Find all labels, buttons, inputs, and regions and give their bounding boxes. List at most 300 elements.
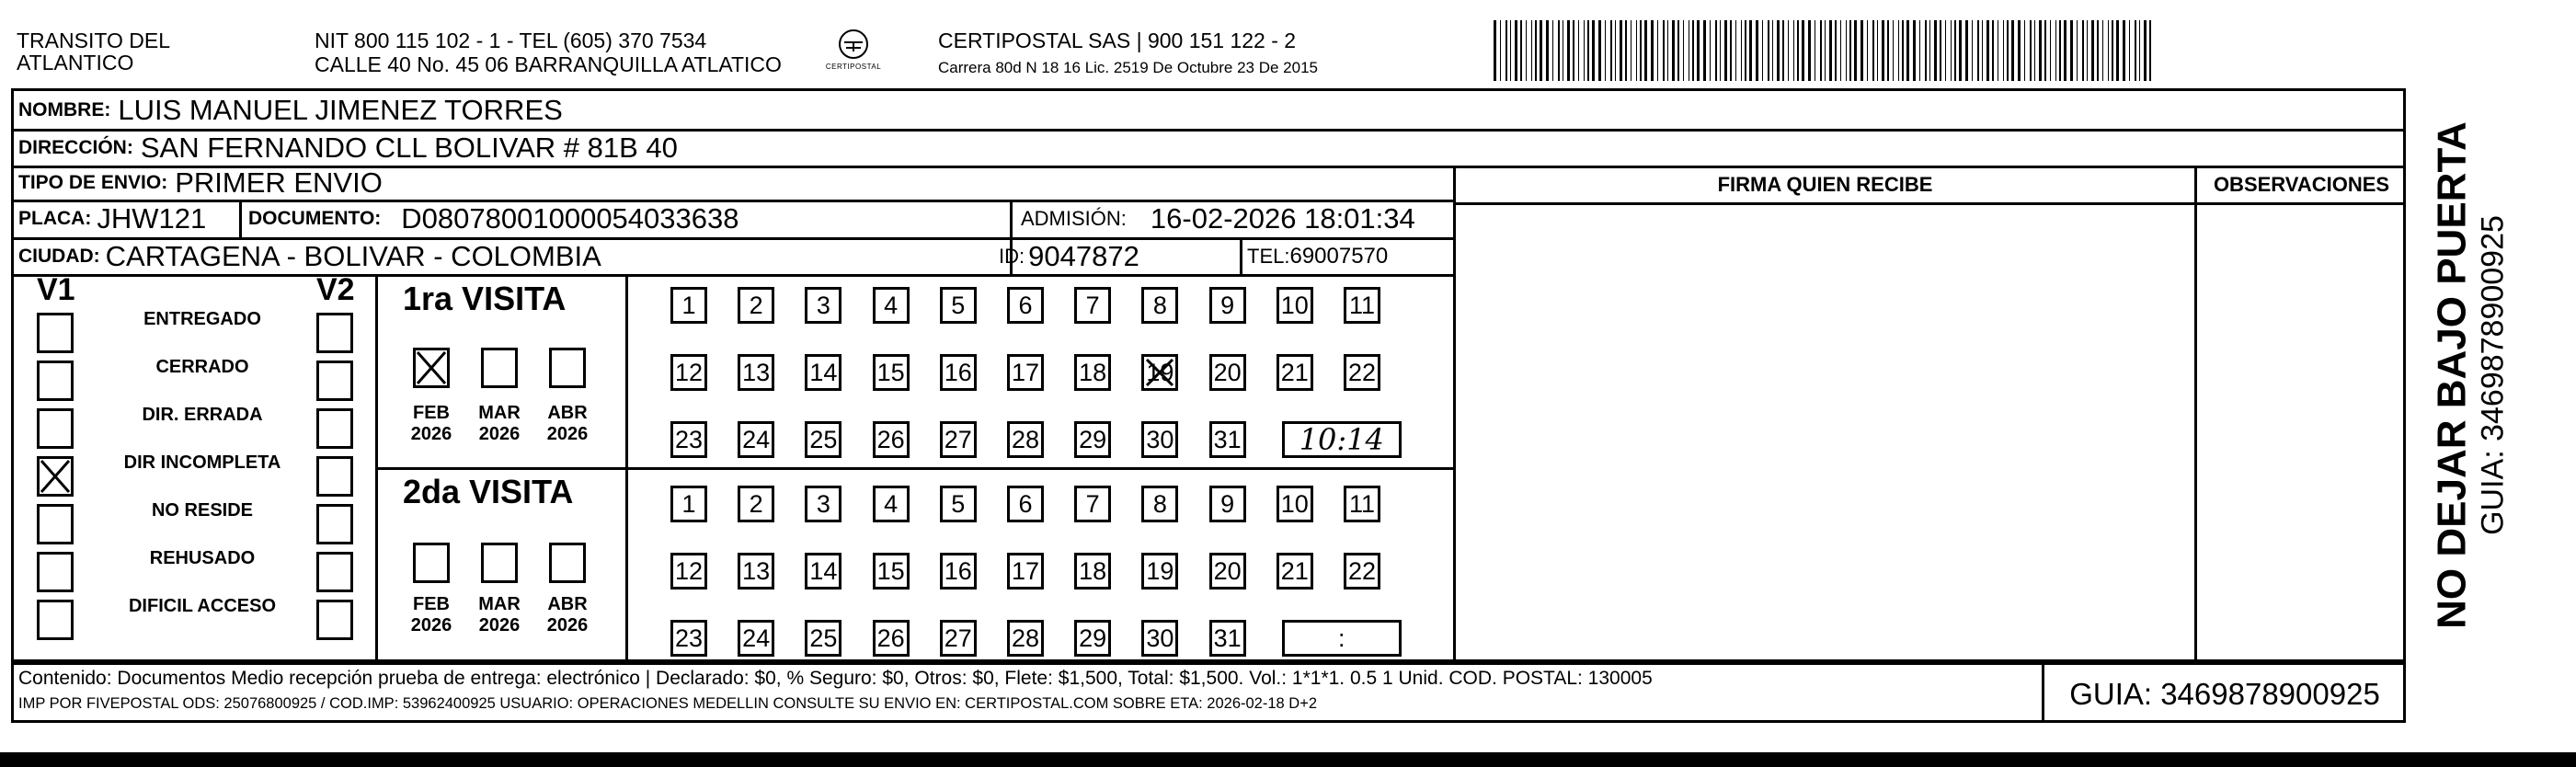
barcode-bar (1715, 20, 1717, 81)
barcode-bar (2144, 20, 2147, 81)
barcode-bar (2091, 20, 2094, 81)
barcode-bar (1768, 20, 1769, 81)
v2-checkbox[interactable] (316, 600, 353, 640)
tipo-label: TIPO DE ENVIO: (18, 172, 168, 193)
barcode-bar (1849, 20, 1851, 81)
visit2-title: 2da VISITA (403, 473, 574, 510)
visit2-day-box[interactable] (738, 553, 774, 590)
barcode-bar (1913, 20, 1916, 81)
barcode-bar (1683, 20, 1684, 81)
visit1-day-box[interactable] (805, 421, 841, 458)
no-dejar-warning: NO DEJAR BAJO PUERTA (2429, 121, 2475, 629)
barcode-bar (1854, 20, 1857, 81)
divider (11, 274, 1455, 277)
barcode-bar (1940, 20, 1941, 81)
visit1-day-box[interactable] (1344, 354, 1380, 391)
barcode-bar (1959, 20, 1962, 81)
visit1-time-box[interactable] (1282, 421, 1402, 458)
barcode-bar (2044, 20, 2046, 81)
day-number: 17 (1011, 358, 1040, 386)
license-line: Carrera 80d N 18 16 Lic. 2519 De Octubre 23 De 2015 (938, 59, 1318, 76)
v2-checkbox[interactable] (316, 408, 353, 449)
barcode-bar (1644, 20, 1647, 81)
visit1-day-box[interactable] (940, 421, 977, 458)
barcode-bar (2149, 20, 2151, 81)
check-mark-icon (1144, 357, 1175, 388)
barcode-bar (1697, 20, 1700, 81)
day-number: 7 (1085, 291, 1100, 319)
v2-checkbox[interactable] (316, 313, 353, 353)
visit1-day-box[interactable] (1209, 287, 1246, 324)
day-number: 29 (1079, 425, 1107, 453)
visit1-month-checkbox[interactable] (413, 348, 450, 388)
footer-guia: GUIA: 3469878900925 (2069, 677, 2380, 711)
day-number: 28 (1011, 624, 1040, 652)
barcode-bar (2059, 20, 2061, 81)
visit2-day-box[interactable] (1007, 553, 1044, 590)
visit2-day-box[interactable] (1074, 620, 1111, 657)
barcode-bar (2055, 20, 2056, 81)
visit1-day-box[interactable] (940, 354, 977, 391)
day-number: 4 (884, 291, 899, 319)
visit2-day-box[interactable] (805, 553, 841, 590)
nit-line: NIT 800 115 102 - 1 - TEL (605) 370 7534 (315, 29, 707, 52)
barcode-bar (2030, 20, 2032, 81)
barcode-bar (1777, 20, 1780, 81)
barcode-bar (1657, 20, 1658, 81)
visit1-month-checkbox[interactable] (481, 348, 518, 388)
footer-line2: IMP POR FIVEPOSTAL ODS: 25076800925 / COD.IMP: 53962400925 USUARIO: OPERACIONES MEDELLIN CONSULTE SU ENVIO EN: CERTIPOSTAL.COM SOBRE ETA: 2026-02-18 D+2 (18, 695, 1318, 712)
barcode-bar (1546, 20, 1549, 81)
day-number: 21 (1280, 358, 1309, 386)
visit1-day-box[interactable] (1074, 354, 1111, 391)
logo-text: CERTIPOSTAL (825, 63, 882, 71)
v2-checkbox[interactable] (316, 552, 353, 592)
barcode-bar (1977, 20, 1979, 81)
day-number: 10 (1280, 489, 1309, 518)
visit2-day-box[interactable] (873, 553, 910, 590)
ciudad-row (18, 238, 601, 275)
visit1-day-box[interactable] (1141, 287, 1178, 324)
barcode-bar (1651, 20, 1654, 81)
visit2-time-value: : (1338, 624, 1345, 652)
day-number: 25 (809, 425, 838, 453)
day-number: 22 (1347, 358, 1377, 386)
day-number: 3 (816, 291, 830, 319)
day-number: 6 (1018, 489, 1033, 518)
day-number: 31 (1213, 425, 1242, 453)
barcode-bar (1610, 20, 1612, 81)
visit2-day-box[interactable] (940, 486, 977, 522)
barcode-bar (2018, 20, 2021, 81)
barcode-bar (1578, 20, 1579, 81)
day-number: 18 (1079, 556, 1107, 585)
id-value: 9047872 (1028, 240, 1139, 272)
visit1-day-box[interactable] (1074, 421, 1111, 458)
barcode-bar (1558, 20, 1560, 81)
barcode-bar (1835, 20, 1837, 81)
visit1-day-box[interactable] (670, 287, 707, 324)
barcode-bar (1552, 20, 1553, 81)
day-number: 10 (1280, 291, 1309, 319)
v2-header: V2 (316, 272, 355, 307)
visit2-day-box[interactable] (1141, 620, 1178, 657)
admision-row (1021, 200, 1415, 237)
v1-checkbox[interactable] (37, 313, 74, 353)
barcode-bar (2082, 20, 2084, 81)
divider (239, 200, 242, 237)
barcode-bar (2097, 20, 2099, 81)
v2-checkbox[interactable] (316, 361, 353, 401)
v1-checkbox[interactable] (37, 408, 74, 449)
barcode-bar (1500, 20, 1501, 81)
visit1-day-box[interactable] (940, 287, 977, 324)
barcode-bar (1710, 20, 1711, 81)
barcode-bar (2112, 20, 2113, 81)
visit1-day-box[interactable] (1141, 354, 1178, 391)
visit1-time-value: 10:14 (1299, 422, 1384, 457)
documento-row (248, 200, 738, 237)
carrier-line: CERTIPOSTAL SAS | 900 151 122 - 2 (938, 29, 1297, 52)
status-label: DIR INCOMPLETA (123, 452, 281, 473)
admision-value: 16-02-2026 18:01:34 (1150, 202, 1415, 235)
v1-checkbox[interactable] (37, 600, 74, 640)
day-number: 14 (809, 556, 838, 585)
placa-value: JHW121 (97, 202, 207, 235)
day-number: 3 (816, 489, 830, 518)
placa-label: PLACA: (18, 208, 92, 229)
barcode-bar (1520, 20, 1522, 81)
documento-value: D08078001000054033638 (401, 202, 739, 235)
visit2-day-box[interactable] (670, 486, 707, 522)
day-number: 6 (1018, 291, 1033, 319)
day-number: 26 (876, 624, 905, 652)
barcode-bar (2024, 20, 2025, 81)
barcode-bar (1919, 20, 1920, 81)
visit1-day-box[interactable] (873, 354, 910, 391)
nombre-label: NOMBRE: (18, 99, 111, 120)
tel-label: TEL: (1247, 245, 1290, 268)
visit2-month-checkbox[interactable] (413, 543, 450, 583)
v1-checkbox[interactable] (37, 552, 74, 592)
day-number: 16 (944, 556, 972, 585)
status-label: CERRADO (155, 357, 249, 377)
barcode-bar (1802, 20, 1804, 81)
visit1-day-box[interactable] (873, 287, 910, 324)
v1-header: V1 (37, 272, 75, 307)
direccion-row (18, 130, 678, 166)
barcode-bar (1902, 20, 1904, 81)
visit1-day-box[interactable] (1277, 354, 1313, 391)
barcode-bar (1584, 20, 1585, 81)
barcode-bar (1598, 20, 1601, 81)
barcode-bar (1741, 20, 1742, 81)
barcode-bar (1615, 20, 1616, 81)
visit1-day-box[interactable] (670, 354, 707, 391)
barcode-bar (1625, 20, 1627, 81)
org-name: TRANSITO DEL ATLANTICO (17, 29, 170, 74)
visit2-day-box[interactable] (940, 553, 977, 590)
day-number: 12 (674, 358, 704, 386)
barcode-bar (1929, 20, 1930, 81)
barcode-bar (1877, 20, 1878, 81)
v1-checkbox[interactable] (37, 504, 74, 544)
barcode-bar (1772, 20, 1773, 81)
visit1-month-label: ABR 2026 (546, 403, 589, 444)
check-mark-icon (40, 459, 71, 494)
documento-label: DOCUMENTO: (248, 208, 382, 229)
visit2-day-box[interactable] (1344, 553, 1380, 590)
ciudad-value: CARTAGENA - BOLIVAR - COLOMBIA (105, 240, 601, 272)
day-number: 19 (1146, 358, 1174, 386)
status-label: DIFICIL ACCESO (128, 596, 276, 616)
day-number: 9 (1220, 489, 1235, 518)
side-panel (2406, 88, 2535, 662)
barcode-bar (1986, 20, 1989, 81)
barcode-bar (1667, 20, 1668, 81)
barcode-bar (1745, 20, 1746, 81)
visit1-day-box[interactable] (1344, 287, 1380, 324)
status-label: DIR. ERRADA (142, 405, 263, 425)
visit2-day-box[interactable] (805, 620, 841, 657)
barcode-bar (1703, 20, 1706, 81)
day-number: 5 (951, 291, 966, 319)
visit1-day-box[interactable] (1209, 421, 1246, 458)
day-number: 15 (876, 556, 905, 585)
visit1-day-box[interactable] (738, 421, 774, 458)
day-number: 22 (1347, 556, 1377, 585)
barcode-bar (1808, 20, 1811, 81)
barcode-bar (1540, 20, 1542, 81)
visit2-day-box[interactable] (1141, 486, 1178, 522)
status-label: REHUSADO (149, 548, 256, 568)
visit2-month-label: ABR 2026 (546, 594, 589, 635)
barcode-bar (2116, 20, 2119, 81)
tel-row (1247, 238, 1388, 275)
barcode-bar (1692, 20, 1694, 81)
barcode-bar (1840, 20, 1841, 81)
day-number: 25 (809, 624, 838, 652)
v2-checkbox[interactable] (316, 504, 353, 544)
barcode-bar (2123, 20, 2125, 81)
day-number: 23 (674, 624, 704, 652)
visit1-month-checkbox[interactable] (549, 348, 586, 388)
day-number: 2 (749, 489, 763, 518)
visit2-day-box[interactable] (670, 620, 707, 657)
day-number: 29 (1079, 624, 1107, 652)
visit2-day-box[interactable] (670, 553, 707, 590)
barcode-bar (1672, 20, 1675, 81)
day-number: 26 (876, 425, 905, 453)
barcode-bar (1906, 20, 1909, 81)
barcode-bar (1793, 20, 1794, 81)
placa-row (18, 200, 206, 237)
barcode (1494, 20, 2156, 81)
footer-line1: Contenido: Documentos Medio recepción prueba de entrega: electrónico | Declarado: $0, % Seguro: $0, Otros: $0, Flete: $1,500, Total: $1,500. Vol.: 1*1*1. 0.5 1 Unid. COD. POSTAL: 130005 (18, 668, 1653, 689)
observaciones-header: OBSERVACIONES (2213, 173, 2390, 196)
divider (2042, 662, 2044, 723)
barcode-bar (1535, 20, 1537, 81)
visit2-month-label: FEB 2026 (410, 594, 452, 635)
barcode-bar (1515, 20, 1517, 81)
barcode-bar (1872, 20, 1874, 81)
nombre-value: LUIS MANUEL JIMENEZ TORRES (118, 94, 563, 126)
side-guia: GUIA: 3469878900925 (2475, 215, 2511, 535)
barcode-bar (1720, 20, 1721, 81)
barcode-bar (1730, 20, 1732, 81)
visit1-month-label: MAR 2026 (478, 403, 521, 444)
barcode-bar (1749, 20, 1752, 81)
barcode-bar (2039, 20, 2042, 81)
barcode-bar (1887, 20, 1889, 81)
barcode-bar (2135, 20, 2136, 81)
barcode-bar (1620, 20, 1622, 81)
visit2-time-box[interactable] (1282, 620, 1402, 657)
ciudad-label: CIUDAD: (18, 246, 100, 267)
visit2-day-box[interactable] (1141, 553, 1178, 590)
admision-label: ADMISIÓN: (1021, 207, 1127, 230)
barcode-bar (2139, 20, 2140, 81)
day-number: 2 (749, 291, 763, 319)
tel-value: 69007570 (1289, 244, 1389, 269)
barcode-bar (1605, 20, 1606, 81)
id-label: ID: (999, 245, 1025, 268)
barcode-bar (1882, 20, 1884, 81)
visit2-day-box[interactable] (1209, 553, 1246, 590)
visit2-month-checkbox[interactable] (549, 543, 586, 583)
divider (625, 274, 628, 662)
day-number: 30 (1146, 624, 1174, 652)
barcode-bar (2077, 20, 2078, 81)
visit1-day-box[interactable] (1007, 421, 1044, 458)
visit2-month-label: MAR 2026 (478, 594, 521, 635)
barcode-bar (1782, 20, 1784, 81)
visit1-day-box[interactable] (805, 354, 841, 391)
day-number: 7 (1085, 489, 1100, 518)
day-number: 14 (809, 358, 838, 386)
visit1-day-box[interactable] (670, 421, 707, 458)
day-number: 9 (1220, 291, 1235, 319)
day-number: 5 (951, 489, 966, 518)
barcode-bar (2070, 20, 2073, 81)
day-number: 31 (1213, 624, 1242, 652)
day-number: 1 (681, 489, 696, 518)
barcode-bar (1934, 20, 1937, 81)
check-mark-icon (416, 350, 447, 385)
visit2-day-box[interactable] (1074, 486, 1111, 522)
visit2-day-box[interactable] (1007, 620, 1044, 657)
barcode-bar (1925, 20, 1927, 81)
visit1-month-label: FEB 2026 (410, 403, 452, 444)
visit2-day-box[interactable] (1344, 486, 1380, 522)
barcode-bar (2007, 20, 2009, 81)
divider (1240, 238, 1242, 275)
visit1-title: 1ra VISITA (403, 280, 567, 317)
bottom-bar (0, 752, 2576, 767)
barcode-bar (1846, 20, 1847, 81)
barcode-bar (2050, 20, 2051, 81)
visit2-day-box[interactable] (1277, 553, 1313, 590)
day-number: 30 (1146, 425, 1174, 453)
visit1-day-box[interactable] (1007, 354, 1044, 391)
visit2-day-box[interactable] (1277, 486, 1313, 522)
day-number: 8 (1152, 291, 1167, 319)
divider (1453, 166, 1456, 662)
day-number: 24 (742, 425, 771, 453)
visit1-day-box[interactable] (1007, 287, 1044, 324)
barcode-bar (2011, 20, 2014, 81)
day-number: 8 (1152, 489, 1167, 518)
visit2-day-box[interactable] (738, 486, 774, 522)
direccion-value: SAN FERNANDO CLL BOLIVAR # 81B 40 (140, 132, 678, 164)
barcode-bar (1587, 20, 1589, 81)
visit1-day-box[interactable] (873, 421, 910, 458)
barcode-bar (1506, 20, 1507, 81)
tipo-row (18, 166, 383, 200)
barcode-bar (1992, 20, 1994, 81)
visit2-day-box[interactable] (873, 486, 910, 522)
day-number: 15 (876, 358, 905, 386)
visit2-day-box[interactable] (1007, 486, 1044, 522)
barcode-bar (1898, 20, 1899, 81)
barcode-bar (1756, 20, 1758, 81)
visit2-day-box[interactable] (738, 620, 774, 657)
firma-header: FIRMA QUIEN RECIBE (1717, 173, 1933, 196)
visit1-day-box[interactable] (1141, 421, 1178, 458)
v2-checkbox[interactable] (316, 456, 353, 497)
address-line: CALLE 40 No. 45 06 BARRANQUILLA ATLATICO (315, 52, 782, 76)
tipo-value: PRIMER ENVIO (175, 166, 383, 199)
visit2-day-box[interactable] (1209, 620, 1246, 657)
status-label: NO RESIDE (151, 500, 254, 521)
v1-checkbox[interactable] (37, 456, 74, 497)
barcode-bar (1636, 20, 1637, 81)
day-number: 24 (742, 624, 771, 652)
barcode-bar (1531, 20, 1532, 81)
barcode-bar (1677, 20, 1679, 81)
visit1-day-box[interactable] (738, 287, 774, 324)
certipostal-logo (809, 28, 898, 77)
day-number: 27 (944, 425, 972, 453)
visit1-day-box[interactable] (1074, 287, 1111, 324)
divider (375, 467, 1455, 470)
visit2-day-box[interactable] (1074, 553, 1111, 590)
barcode-bar (1860, 20, 1863, 81)
visit2-day-box[interactable] (873, 620, 910, 657)
nombre-row (18, 92, 563, 129)
side-text-wrap (2430, 88, 2512, 662)
barcode-bar (1573, 20, 1574, 81)
barcode-bar (2064, 20, 2067, 81)
v1-checkbox[interactable] (37, 361, 74, 401)
visit1-day-box[interactable] (738, 354, 774, 391)
day-number: 28 (1011, 425, 1040, 453)
barcode-bar (1820, 20, 1822, 81)
divider (2194, 166, 2197, 662)
day-number: 13 (742, 556, 771, 585)
barcode-bar (1592, 20, 1595, 81)
visit2-day-box[interactable] (805, 486, 841, 522)
visit2-day-box[interactable] (940, 620, 977, 657)
visit1-day-box[interactable] (1209, 354, 1246, 391)
visit1-day-box[interactable] (1277, 287, 1313, 324)
visit2-month-checkbox[interactable] (481, 543, 518, 583)
barcode-bar (1762, 20, 1763, 81)
barcode-bar (2102, 20, 2103, 81)
visit2-day-box[interactable] (1209, 486, 1246, 522)
visit1-day-box[interactable] (805, 287, 841, 324)
barcode-bar (1867, 20, 1868, 81)
